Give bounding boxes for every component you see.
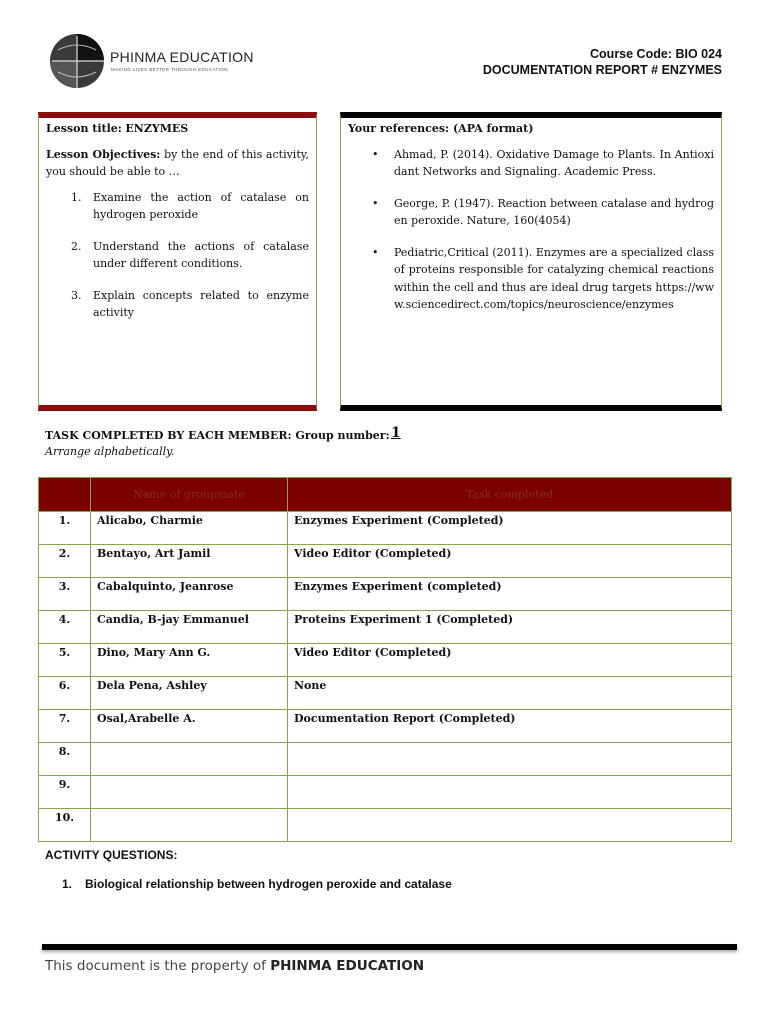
lesson-objectives	[46, 146, 309, 181]
task-completed: Video Editor (Completed)	[288, 644, 732, 677]
row-index: 4.	[39, 611, 91, 644]
groupmate-name: Dino, Mary Ann G.	[91, 644, 288, 677]
document-header	[483, 46, 722, 78]
table-row	[39, 809, 732, 842]
reference-item	[348, 146, 714, 181]
groupmate-name	[91, 776, 288, 809]
bullet-icon: •	[372, 245, 379, 259]
task-completed: None	[288, 677, 732, 710]
footer-ownership	[45, 958, 424, 974]
reference-text: Pediatric,Critical (2011). Enzymes are a specialized class of proteins responsible for catalyzing chemical reactions within the cell and thus are ideal drug targets https://www.sciencedirect.com/topics/neuroscience/enzymes	[394, 245, 714, 311]
logo-tagline: MAKING LIVES BETTER THROUGH EDUCATION	[111, 67, 228, 72]
lesson-title-label: Lesson title:	[46, 122, 122, 135]
objective-item	[46, 189, 309, 224]
lesson-title: ENZYMES	[125, 122, 189, 135]
lesson-panel	[38, 112, 317, 411]
row-index: 8.	[39, 743, 91, 776]
row-index: 1.	[39, 512, 91, 545]
members-table	[38, 477, 732, 842]
objective-number: 3.	[71, 288, 82, 302]
table-row	[39, 710, 732, 743]
table-row	[39, 578, 732, 611]
objectives-label: Lesson Objectives:	[46, 147, 161, 161]
course-code: Course Code: BIO 024	[590, 47, 722, 61]
groupmate-name: Bentayo, Art Jamil	[91, 545, 288, 578]
reference-text: Ahmad, P. (2014). Oxidative Damage to Plants. In Antioxidant Networks and Signaling. Academic Press.	[394, 147, 714, 178]
groupmate-name: Cabalquinto, Jeanrose	[91, 578, 288, 611]
objective-number: 2.	[71, 239, 82, 253]
group-number: 1	[391, 425, 401, 441]
objective-text: Understand the actions of catalase under different conditions.	[93, 239, 309, 270]
task-completed	[288, 809, 732, 842]
groupmate-name	[91, 743, 288, 776]
table-row	[39, 512, 732, 545]
logo-name: PHINMA EDUCATION	[110, 49, 254, 65]
footer-divider	[42, 944, 737, 950]
question-text: Biological relationship between hydrogen peroxide and catalase	[85, 877, 452, 891]
row-index: 10.	[39, 809, 91, 842]
groupmate-name: Alicabo, Charmie	[91, 512, 288, 545]
column-header-task: Task completed	[288, 478, 732, 512]
references-label: Your references: (APA format)	[348, 122, 534, 135]
activity-questions-title: ACTIVITY QUESTIONS:	[45, 848, 178, 862]
task-completed: Enzymes Experiment (completed)	[288, 578, 732, 611]
table-row	[39, 545, 732, 578]
objective-item	[46, 238, 309, 273]
bullet-icon: •	[372, 196, 379, 210]
objective-text: Explain concepts related to enzyme activity	[93, 288, 309, 319]
groupmate-name: Osal,Arabelle A.	[91, 710, 288, 743]
bullet-icon: •	[372, 147, 379, 161]
footer-prefix: This document is the property of	[45, 958, 266, 974]
footer-owner: PHINMA EDUCATION	[270, 958, 425, 974]
reference-item	[348, 244, 714, 314]
task-section-subtitle: Arrange alphabetically.	[45, 445, 175, 458]
lesson-title-line	[46, 120, 309, 138]
table-row	[39, 743, 732, 776]
column-header-index	[39, 478, 91, 512]
objectives-intro: by the end of this activity, you should be able to …	[46, 147, 309, 178]
row-index: 6.	[39, 677, 91, 710]
phinma-logo	[48, 32, 254, 92]
row-index: 5.	[39, 644, 91, 677]
task-completed	[288, 743, 732, 776]
task-completed: Documentation Report (Completed)	[288, 710, 732, 743]
objective-item	[46, 287, 309, 322]
task-completed: Enzymes Experiment (Completed)	[288, 512, 732, 545]
references-panel	[340, 112, 722, 411]
row-index: 2.	[39, 545, 91, 578]
groupmate-name	[91, 809, 288, 842]
row-index: 9.	[39, 776, 91, 809]
question-number: 1.	[62, 877, 73, 891]
table-row	[39, 776, 732, 809]
phinma-globe-icon	[48, 32, 106, 90]
objective-number: 1.	[71, 190, 82, 204]
objectives-list	[46, 189, 309, 322]
reference-item	[348, 195, 714, 230]
table-row	[39, 644, 732, 677]
report-title: DOCUMENTATION REPORT # ENZYMES	[482, 63, 722, 77]
task-completed: Proteins Experiment 1 (Completed)	[288, 611, 732, 644]
task-section-title: TASK COMPLETED BY EACH MEMBER: Group number:	[45, 429, 390, 442]
table-row	[39, 677, 732, 710]
objective-text: Examine the action of catalase on hydrogen peroxide	[93, 190, 309, 221]
row-index: 7.	[39, 710, 91, 743]
groupmate-name: Dela Pena, Ashley	[91, 677, 288, 710]
groupmate-name: Candia, B-jay Emmanuel	[91, 611, 288, 644]
table-row	[39, 611, 732, 644]
reference-text: George, P. (1947). Reaction between catalase and hydrogen peroxide. Nature, 160(4054)	[394, 196, 714, 227]
column-header-name: Name of groupmate	[91, 478, 288, 512]
task-completed	[288, 776, 732, 809]
task-completed: Video Editor (Completed)	[288, 545, 732, 578]
table-header-row	[39, 478, 732, 512]
references-list	[348, 146, 714, 314]
row-index: 3.	[39, 578, 91, 611]
